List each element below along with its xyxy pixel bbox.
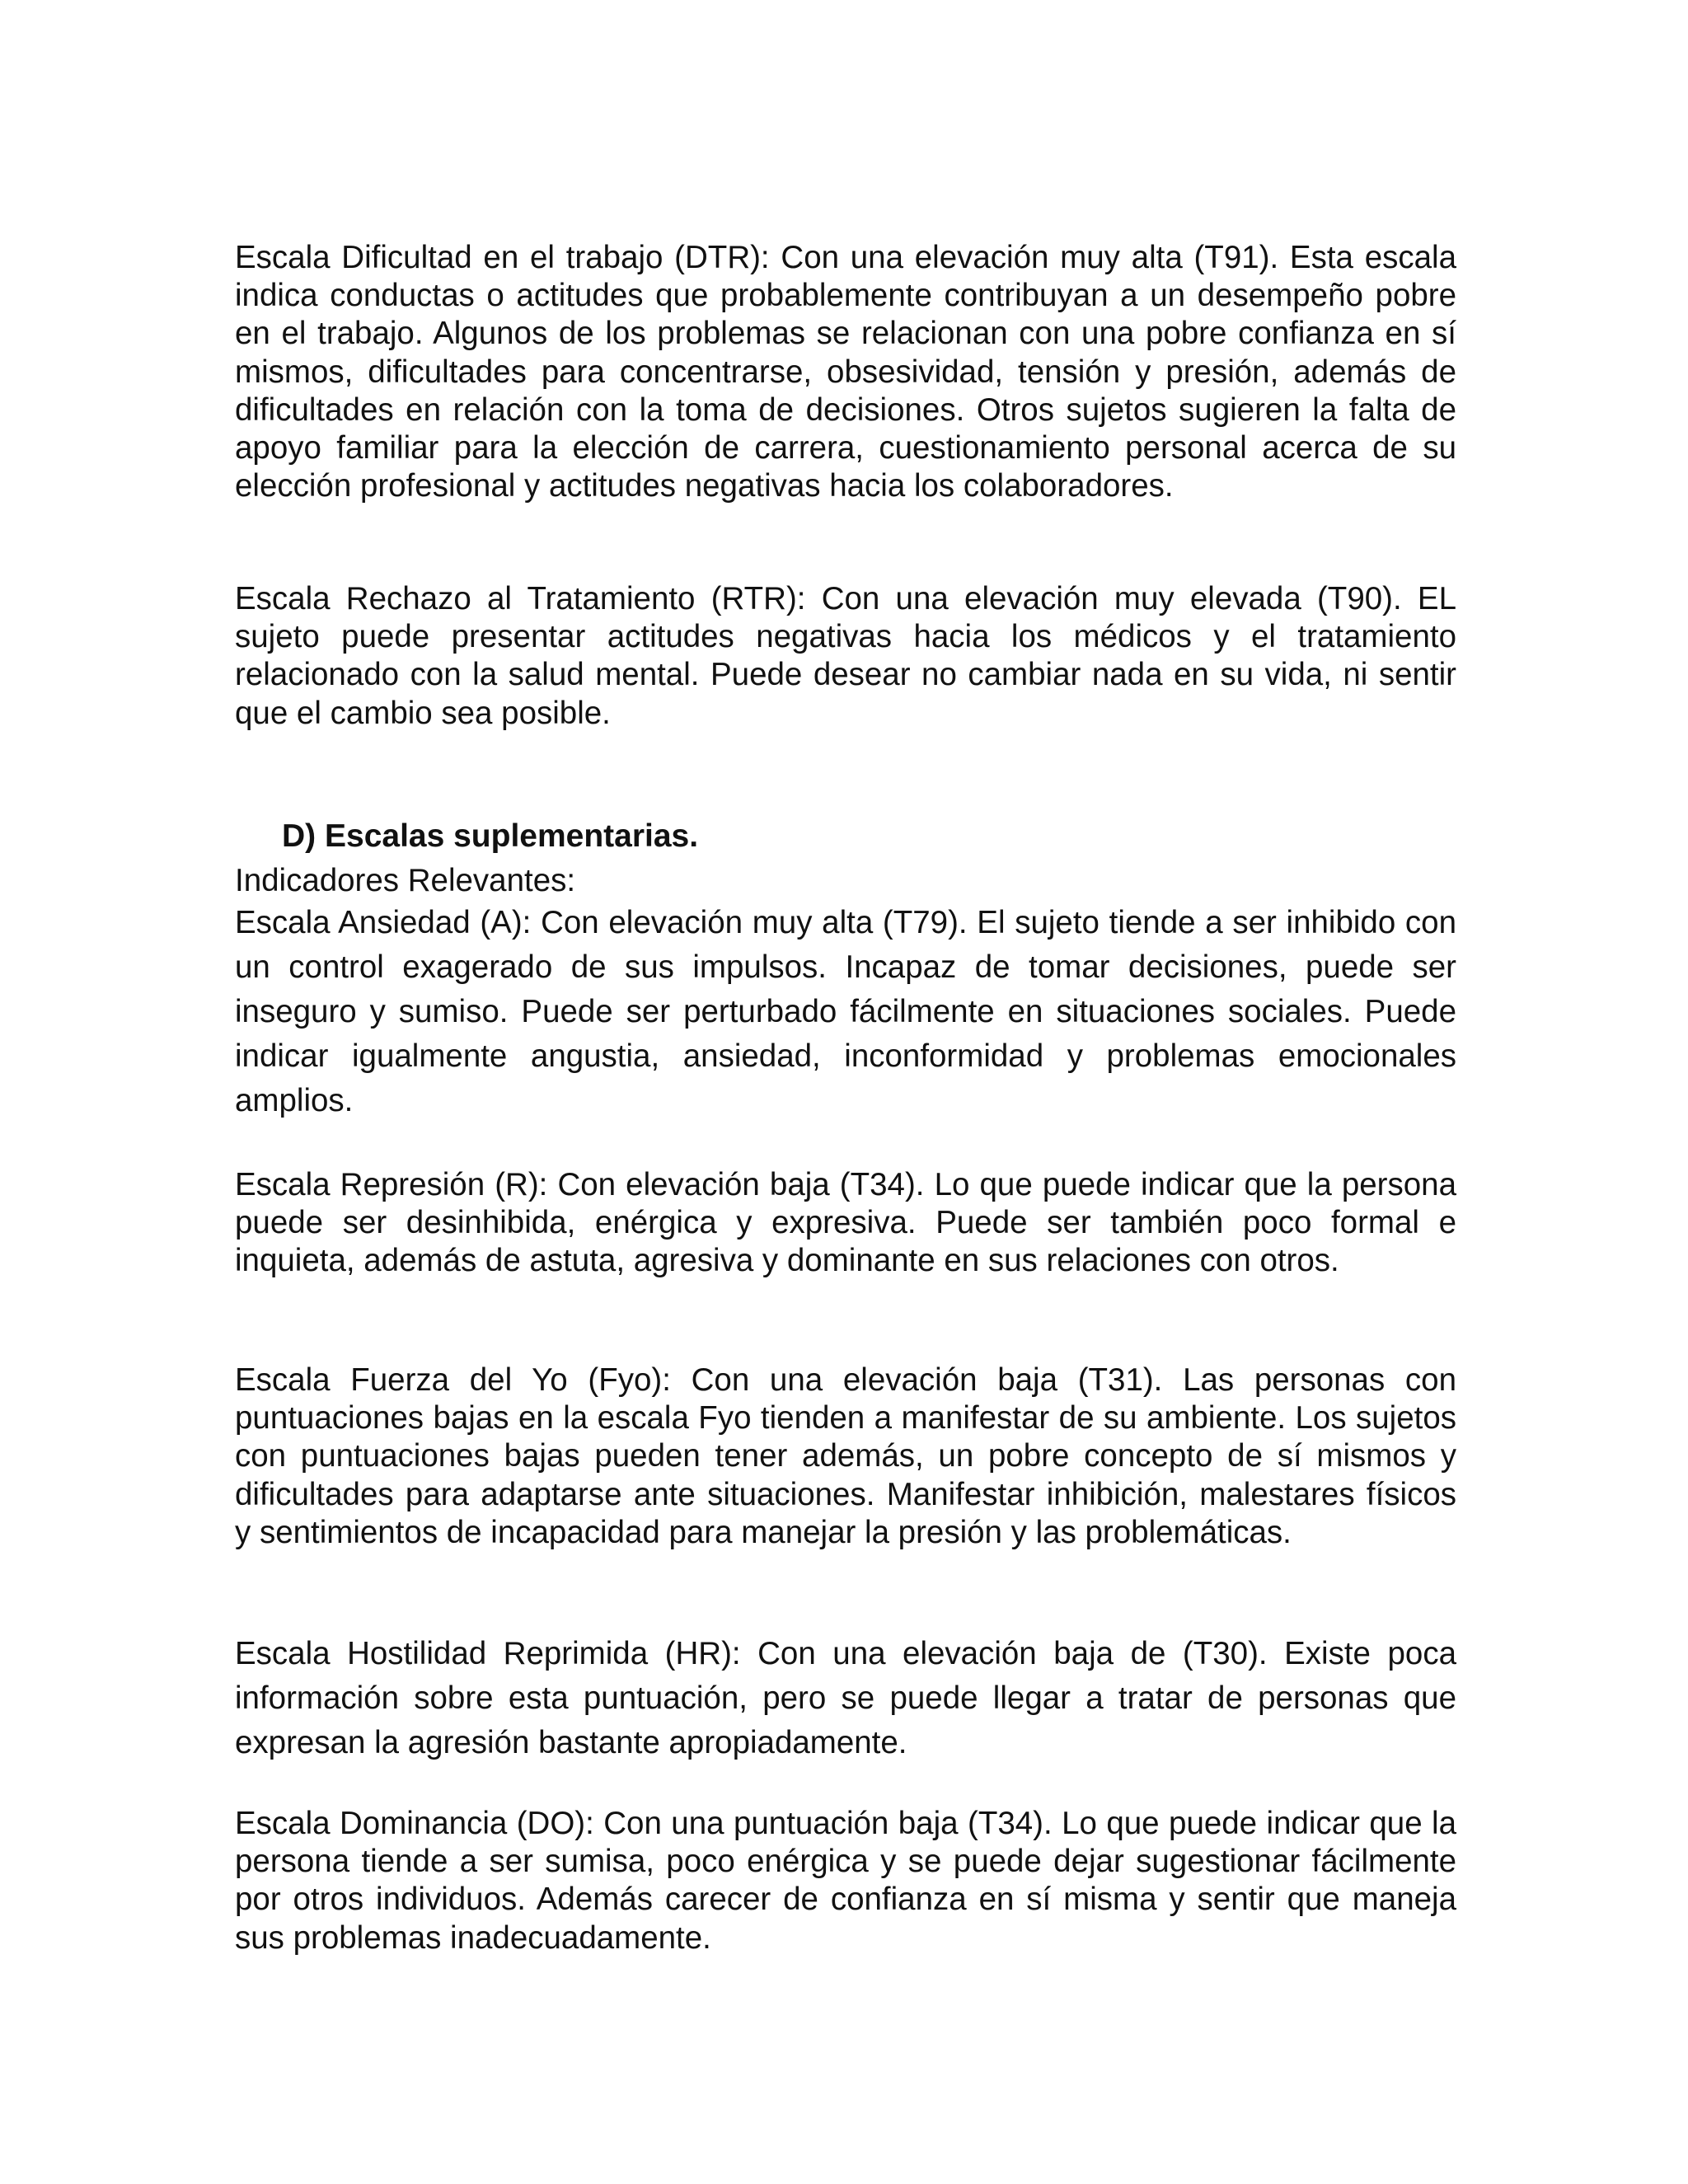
section-heading: D) Escalas suplementarias. bbox=[282, 818, 699, 854]
paragraph-rtr: Escala Rechazo al Tratamiento (RTR): Con una elevación muy elevada (T90). EL sujeto puede presentar actitudes negativas hacia los médicos y el tratamiento relacionado con la salud mental. Puede desear no cambiar nada en su vida, ni sentir que el cambio sea posible. bbox=[235, 581, 1456, 731]
paragraph-fuerza-del-yo: Escala Fuerza del Yo (Fyo): Con una elevación baja (T31). Las personas con puntuaciones bajas en la escala Fyo tienden a manifestar de su ambiente. Los sujetos con puntuaciones bajas pueden tener además, un pobre concepto de sí mismos y dificultades para adaptarse ante situaciones. Manifestar inhibición, malestares físicos y sentimientos de incapacidad para manejar la presión y las problemáticas. bbox=[235, 1362, 1456, 1550]
paragraph-dominancia: Escala Dominancia (DO): Con una puntuación baja (T34). Lo que puede indicar que la persona tiende a ser sumisa, poco enérgica y se puede dejar sugestionar fácilmente por otros individuos. Además carecer de confianza en sí misma y sentir que maneja sus problemas inadecuadamente. bbox=[235, 1806, 1456, 1956]
paragraph-dtr: Escala Dificultad en el trabajo (DTR): Con una elevación muy alta (T91). Esta escala indica conductas o actitudes que probablemente contribuyan a un desempeño pobre en el trabajo. Algunos de los problemas se relacionan con una pobre confianza en sí mismos, dificultades para concentrarse, obsesividad, tensión y presión, además de dificultades en relación con la toma de decisiones. Otros sujetos sugieren la falta de apoyo familiar para la elección de carrera, cuestionamiento personal acerca de su elección profesional y actitudes negativas hacia los colaboradores. bbox=[235, 240, 1456, 504]
paragraph-represion: Escala Represión (R): Con elevación baja (T34). Lo que puede indicar que la persona puede ser desinhibida, enérgica y expresiva. Puede ser también poco formal e inquieta, además de astuta, agresiva y dominante en sus relaciones con otros. bbox=[235, 1167, 1456, 1279]
paragraph-ansiedad: Escala Ansiedad (A): Con elevación muy alta (T79). El sujeto tiende a ser inhibido con un control exagerado de sus impulsos. Incapaz de tomar decisiones, puede ser inseguro y sumiso. Puede ser perturbado fácilmente en situaciones sociales. Puede indicar igualmente angustia, ansiedad, inconformidad y problemas emocionales amplios. bbox=[235, 905, 1456, 1118]
section-subheading: Indicadores Relevantes: bbox=[235, 863, 576, 898]
paragraph-hostilidad-reprimida: Escala Hostilidad Reprimida (HR): Con una elevación baja de (T30). Existe poca información sobre esta puntuación, pero se puede llegar a tratar de personas que expresan la agresión bastante apropiadamente. bbox=[235, 1636, 1456, 1760]
